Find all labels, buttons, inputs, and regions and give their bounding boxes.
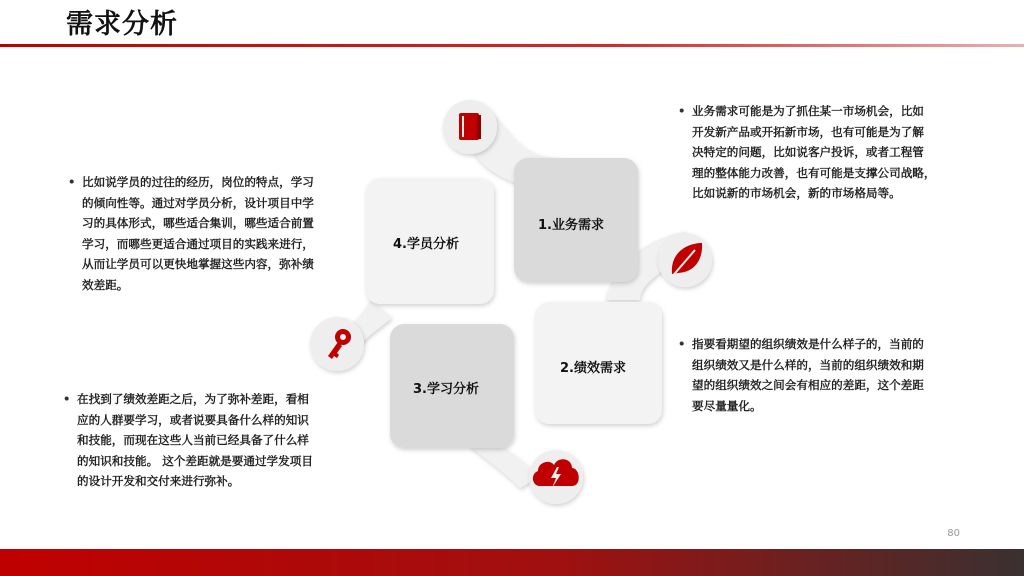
page-title: 需求分析 (66, 9, 178, 40)
text-line: 业务需求可能是为了抓住某一市场机会，比如 (692, 104, 924, 118)
bullet-dot: • (63, 392, 71, 406)
text-line: 决特定的问题，比如说客户投诉，或者工程管 (692, 145, 924, 159)
card-business-label: 1.业务需求 (538, 218, 604, 233)
card-learning-label: 3.学习分析 (413, 382, 479, 397)
text-line: 从而让学员可以更快地掌握这些内容，弥补绩 (82, 257, 314, 271)
text-line: 要尽量量化。 (692, 398, 762, 413)
text-line: 学习，而哪些更适合通过项目的实践来进行， (82, 236, 314, 251)
learning-description (63, 389, 357, 492)
text-line: 和技能，而现在这些人当前已经具备了什么样 (77, 433, 309, 447)
bullet-dot: • (678, 104, 686, 118)
bullet-dot: • (678, 337, 686, 351)
page-number: 80 (947, 528, 960, 539)
text-line: 比如说学员的过往的经历，岗位的特点，学习 (82, 175, 314, 189)
card-performance-label: 2.绩效需求 (560, 361, 626, 376)
footer-bar (0, 549, 1024, 576)
learner-description (68, 172, 357, 295)
text-line: 组织绩效又是什么样的，当前的组织绩效和期 (692, 357, 924, 372)
text-line: 望的组织绩效之间会有相应的差距，这个差距 (692, 378, 924, 392)
text-line: 开发新产品或开拓新市场，也有可能是为了解 (692, 124, 924, 139)
text-line: 指要看期望的组织绩效是什么样子的，当前的 (692, 337, 924, 351)
card-learner-label: 4.学员分析 (393, 237, 459, 252)
text-line: 的设计开发和交付来进行弥补。 (77, 474, 240, 488)
text-line: 应的人群要学习，或者说要具备什么样的知识 (77, 412, 309, 427)
text-line: 的知识和技能。 这个差距就是要通过学发项目 (77, 453, 313, 468)
book-icon (459, 113, 481, 140)
performance-description (678, 334, 982, 416)
text-line: 理的整体能力改善，也有可能是支撑公司战略， (692, 165, 936, 180)
text-line: 的倾向性等。通过对学员分析，设计项目中学 (82, 195, 314, 210)
business-description (678, 101, 982, 204)
text-line: 比如说新的市场机会，新的市场格局等。 (692, 186, 901, 200)
bullet-dot: • (68, 175, 76, 189)
text-line: 效差距。 (82, 277, 129, 292)
text-line: 习的具体形式，哪些适合集训，哪些适合前置 (82, 216, 314, 230)
text-line: 在找到了绩效差距之后，为了弥补差距，看相 (77, 392, 309, 406)
